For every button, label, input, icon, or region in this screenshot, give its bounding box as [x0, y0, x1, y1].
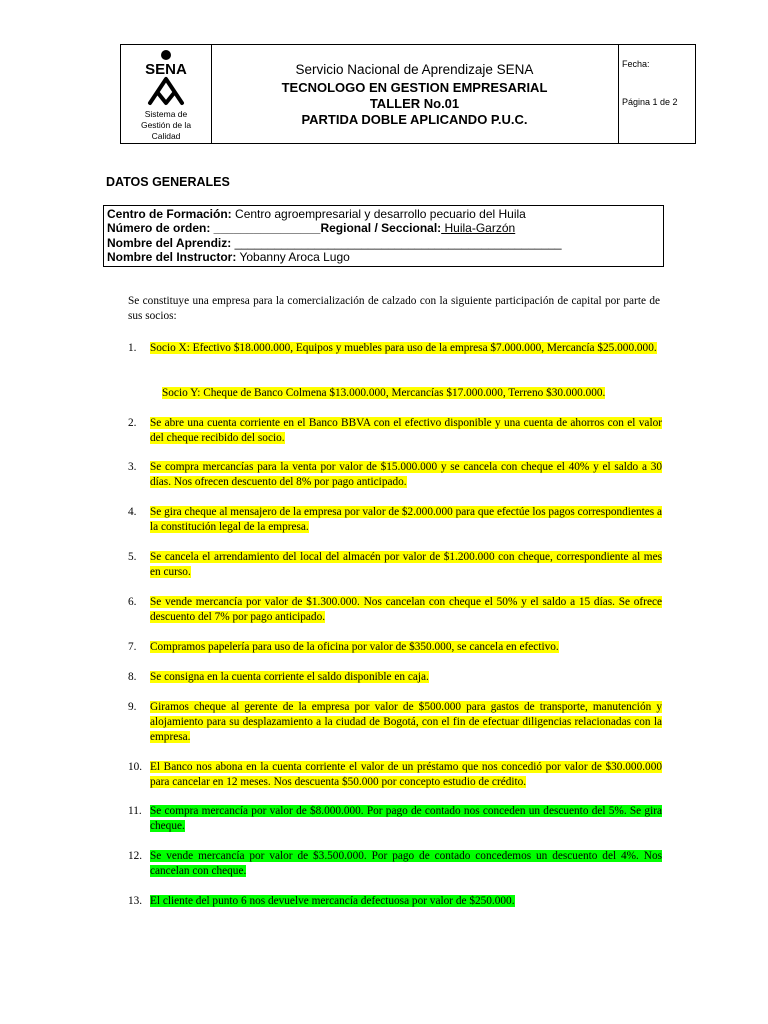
apprentice-blank: _________________________________________________ — [234, 235, 562, 250]
logo-text: SENA — [145, 61, 187, 78]
item-number: 12. — [128, 850, 143, 862]
item-text: Se gira cheque al mensajero de la empresa por valor de $2.000.000 para que efectúe los pagos correspondientes a la constitución legal de la empresa. — [150, 506, 662, 533]
list-item — [128, 505, 662, 535]
item-number: 5. — [128, 551, 137, 563]
logo-caption-line: Gestión de la — [140, 120, 192, 130]
item-text: El Banco nos abona en la cuenta corriente el valor de un préstamo que nos concedió por valor de $30.000.000 para cancelar en 12 meses. Nos descuenta $50.000 por concepto estudio de crédito. — [150, 761, 662, 788]
item-number: 9. — [128, 701, 137, 713]
training-center-value: Centro agroempresarial y desarrollo pecuario del Huila — [231, 207, 526, 221]
item-number: 13. — [128, 895, 143, 907]
workshop-title: TALLER No.01 — [369, 96, 460, 111]
item-number: 7. — [128, 641, 137, 653]
apprentice-row — [107, 236, 660, 250]
list-item — [128, 670, 662, 685]
page-number: Página 1 de 2 — [622, 97, 678, 107]
header-meta-cell — [618, 45, 695, 143]
order-number-label: Número de orden: ________________ — [107, 221, 321, 236]
item-text: Compramos papelería para uso de la oficina por valor de $350.000, se cancela en efectivo. — [150, 641, 559, 653]
item-text: Se vende mercancía por valor de $1.300.000. Nos cancelan con cheque el 50% y el saldo a 15 días. Se ofrece descuento del 7% por pago anticipado. — [150, 596, 662, 623]
item-number: 10. — [128, 761, 143, 773]
header-title-cell — [211, 45, 619, 143]
logo-caption-line: Sistema de — [144, 109, 188, 119]
regional-label: Regional / Seccional: — [320, 221, 442, 236]
document-header — [120, 44, 696, 144]
item-number: 1. — [128, 342, 137, 354]
instructor-label: Nombre del Instructor: — [107, 250, 237, 265]
item-number: 2. — [128, 417, 137, 429]
item-number: 3. — [128, 461, 137, 473]
instructor-value: Yobanny Aroca Lugo — [236, 250, 350, 265]
list-item — [128, 804, 662, 834]
list-item — [128, 760, 662, 790]
list-item — [128, 700, 662, 745]
organization-name: Servicio Nacional de Aprendizaje SENA — [295, 62, 534, 77]
item-text: El cliente del punto 6 nos devuelve mercancía defectuosa por valor de $250.000. — [150, 895, 515, 907]
item-text: Se consigna en la cuenta corriente el saldo disponible en caja. — [150, 671, 429, 683]
item-text: Se cancela el arrendamiento del local del almacén por valor de $1.200.000 con cheque, correspondiente al mes en curso. — [150, 551, 662, 578]
item-text: Socio X: Efectivo $18.000.000, Equipos y muebles para uso de la empresa $7.000.000, Mercancía $25.000.000. — [150, 342, 657, 354]
item-text: Socio Y: Cheque de Banco Colmena $13.000.000, Mercancías $17.000.000, Terreno $30.000.000. — [162, 387, 606, 399]
item-text: Giramos cheque al gerente de la empresa por valor de $500.000 para gastos de transporte, manutención y alojamiento para su desplazamiento a la ciudad de Bogotá, con el fin de efectuar diligencias relacionadas con la empresa. — [150, 701, 662, 743]
item-number: 8. — [128, 671, 137, 683]
topic-title: PARTIDA DOBLE APLICANDO P.U.C. — [301, 112, 528, 127]
list-item — [128, 640, 662, 655]
general-data-box — [103, 205, 664, 267]
training-center-label: Centro de Formación: — [107, 207, 232, 221]
list-item — [128, 416, 662, 446]
list-item — [128, 894, 662, 909]
item-number: 4. — [128, 506, 137, 518]
instructor-row — [107, 250, 660, 264]
list-item — [128, 341, 662, 356]
list-item — [128, 849, 662, 879]
apprentice-label: Nombre del Aprendiz: — [107, 235, 235, 250]
list-item — [128, 550, 662, 580]
order-regional-row — [107, 221, 660, 235]
logo-cell — [121, 45, 212, 143]
list-item — [128, 595, 662, 625]
training-center-row — [107, 207, 660, 221]
item-text: Se compra mercancías para la venta por valor de $15.000.000 y se cancela con cheque el 40% y el saldo a 30 días. Nos ofrecen descuento del 8% por pago anticipado. — [150, 461, 662, 488]
item-number: 11. — [128, 805, 142, 817]
logo-caption-line: Calidad — [151, 131, 181, 141]
item-text: Se abre una cuenta corriente en el Banco BBVA con el efectivo disponible y una cuenta de ahorros con el valor del cheque recibido del socio. — [150, 417, 662, 444]
item-text: Se compra mercancía por valor de $8.000.000. Por pago de contado nos conceden un descuento del 5%. Se gira cheque. — [150, 805, 662, 832]
item-number: 6. — [128, 596, 137, 608]
intro-paragraph: Se constituye una empresa para la comercialización de calzado con la siguiente participación de capital por parte de sus socios: — [128, 295, 660, 322]
section-title: DATOS GENERALES — [106, 175, 230, 189]
regional-value: Huila-Garzón — [441, 221, 516, 236]
list-item — [128, 386, 662, 401]
list-item — [128, 460, 662, 490]
program-title: TECNOLOGO EN GESTION EMPRESARIAL — [281, 80, 548, 95]
date-label: Fecha: — [622, 59, 650, 69]
logo-caption — [121, 109, 211, 142]
sena-logo-icon — [138, 49, 194, 107]
item-text: Se vende mercancía por valor de $3.500.000. Por pago de contado concedemos un descuento del 4%. Nos cancelan con cheque. — [150, 850, 662, 877]
